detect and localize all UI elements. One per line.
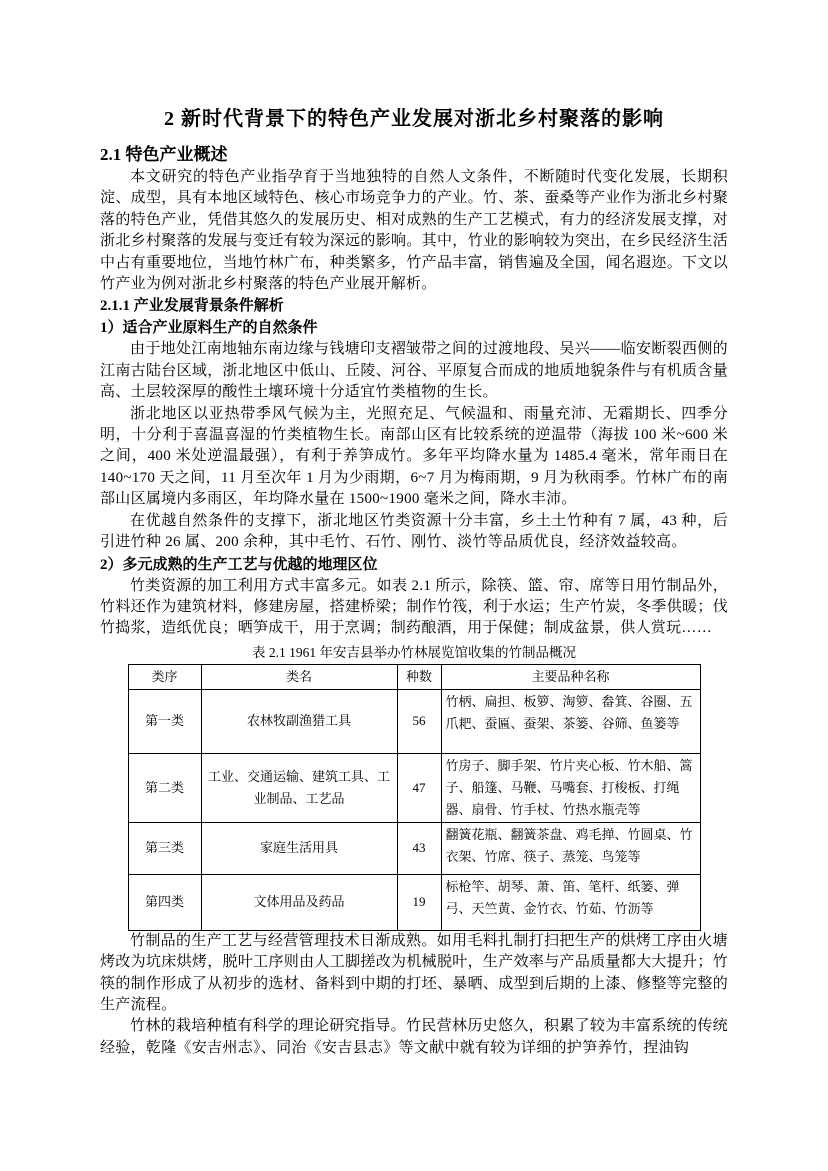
cell-count: 19 xyxy=(397,874,441,930)
cell-items: 翻簧花瓶、翻簧茶盘、鸡毛掸、竹圆桌、竹衣架、竹席、筷子、蒸笼、鸟笼等 xyxy=(441,822,700,874)
paragraph-production-craft: 竹制品的生产工艺与经营管理技术日渐成熟。如用毛料扎制打扫把生产的烘烤工序由火塘烤改为坑床烘烤，脱叶工序则由人工脚搓改为机械脱叶，生产效率与产品质量都大大提升；竹筷的制作形成了从初步的选材、备料到中期的打坯、暴晒、成型到后期的上漆、修整等完整的生产流程。 xyxy=(100,932,728,1013)
paragraph-climate: 浙北地区以亚热带季风气候为主，光照充足、气候温和、雨量充沛、无霜期长、四季分明，十分利于喜温喜湿的竹类植物生长。南部山区有比较系统的逆温带（海拔 100 米~600 米之间，400 米处逆温最强），有利于养笋成竹。多年平均降水量为 1485.4 毫米，常年雨日在 140~170 天之间，11 月至次年 1 月为少雨期，6~7 月为梅雨期，9 月为秋雨季。竹林广布的南部山区属境内多雨区，年均降水量在 1500~1900 毫米之间，降水丰沛。 xyxy=(100,405,728,508)
table-row xyxy=(128,689,700,753)
subheading-craft-and-location: 2）多元成熟的生产工艺与优越的地理区位 xyxy=(100,556,378,573)
table-row xyxy=(128,874,700,930)
cell-seq: 第四类 xyxy=(128,874,201,930)
cell-name: 文体用品及药品 xyxy=(201,874,397,930)
paragraph-processing-uses: 竹类资源的加工利用方式丰富多元。如表 2.1 所示，除筷、篮、帘、席等日用竹制品外，竹料还作为建筑材料，修建房屋，搭建桥梁；制作竹筏，利于水运；生产竹炭，冬季供暖；伐竹捣浆，造纸优良；晒笋成干，用于烹调；制药酿酒，用于保健；制成盆景，供人赏玩…… xyxy=(100,577,728,637)
cell-name: 家庭生活用具 xyxy=(201,822,397,874)
header-cell-items: 主要品种名称 xyxy=(441,664,700,689)
bamboo-products-table xyxy=(128,664,701,931)
section-heading-2-1-1: 2.1.1 产业发展背景条件解析 xyxy=(100,298,284,315)
header-cell-count: 种数 xyxy=(397,664,441,689)
section-heading-2-1: 2.1 特色产业概述 xyxy=(100,145,228,164)
cell-seq: 第二类 xyxy=(128,753,201,822)
cell-items: 标枪竿、胡琴、萧、笛、笔杆、纸篓、弹弓、天竺黄、金竹衣、竹茹、竹沥等 xyxy=(441,874,700,930)
header-cell-name: 类名 xyxy=(201,664,397,689)
cell-items: 竹柄、扁担、板箩、淘箩、畚箕、谷圈、五爪耙、蚕匾、蚕架、茶篓、谷筛、鱼篓等 xyxy=(441,689,700,753)
header-cell-seq: 类序 xyxy=(128,664,201,689)
table-row xyxy=(128,822,700,874)
cell-name: 农林牧副渔猎工具 xyxy=(201,689,397,753)
document-title: 2 新时代背景下的特色产业发展对浙北乡村聚落的影响 xyxy=(164,108,664,130)
cell-seq: 第三类 xyxy=(128,822,201,874)
cell-name: 工业、交通运输、建筑工具、工业制品、工艺品 xyxy=(201,753,397,822)
paragraph-geology: 由于地处江南地轴东南边缘与钱塘印支褶皱带之间的过渡地段、吴兴——临安断裂西侧的江南古陆台区域，浙北地区中低山、丘陵、河谷、平原复合而成的地质地貌条件与有机质含量高、土层较深厚的酸性土壤环境十分适宜竹类植物的生长。 xyxy=(100,341,728,401)
paragraph-industry-overview: 本文研究的特色产业指孕育于当地独特的自然人文条件，不断随时代变化发展，长期积淀、成型，具有本地区域特色、核心市场竞争力的产业。竹、茶、蚕桑等产业作为浙北乡村聚落的特色产业，凭借其悠久的发展历史、相对成熟的生产工艺模式，有力的经济发展支撑，对浙北乡村聚落的发展与变迁有较为深远的影响。其中，竹业的影响较为突出，在乡民经济生活中占有重要地位，当地竹林广布，种类繁多，竹产品丰富，销售遍及全国，闻名遐迩。下文以竹产业为例对浙北乡村聚落的特色产业展开解析。 xyxy=(100,169,728,293)
cell-count: 56 xyxy=(397,689,441,753)
cell-count: 43 xyxy=(397,822,441,874)
paragraph-bamboo-resources: 在优越自然条件的支撑下，浙北地区竹类资源十分丰富，乡土土竹种有 7 属，43 种，后引进竹种 26 属、200 余种，其中毛竹、石竹、刚竹、淡竹等品质优良，经济效益较高。 xyxy=(100,512,728,551)
table-caption: 表 2.1 1961 年安吉县举办竹林展览馆收集的竹制品概况 xyxy=(252,644,576,660)
table-row xyxy=(128,753,700,822)
cell-count: 47 xyxy=(397,753,441,822)
cell-items: 竹房子、脚手架、竹片夹心板、竹木船、篙子、船篷、马鞭、马嘴套、打梭板、打绳器、扇骨、竹手杖、竹热水瓶壳等 xyxy=(441,753,700,822)
table-header-row xyxy=(128,664,700,689)
cell-seq: 第一类 xyxy=(128,689,201,753)
paragraph-cultivation-theory: 竹林的栽培种植有科学的理论研究指导。竹民营林历史悠久，积累了较为丰富系统的传统经验，乾隆《安吉州志》、同治《安吉县志》等文献中就有较为详细的护笋养竹，捏油钩 xyxy=(100,1018,728,1056)
subheading-natural-conditions: 1）适合产业原料生产的自然条件 xyxy=(100,320,318,337)
